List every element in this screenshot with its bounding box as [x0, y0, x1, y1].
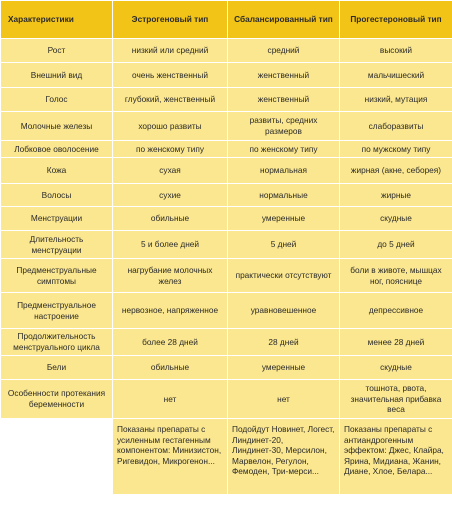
table-header-row — [1, 1, 452, 38]
estrogen-cell: сухая — [113, 158, 227, 183]
estrogen-cell: хорошо развиты — [113, 112, 227, 140]
progesterone-cell: скудные — [340, 207, 452, 230]
table-row — [1, 63, 452, 87]
balanced-cell: женственный — [228, 88, 339, 111]
balanced-cell: средний — [228, 39, 339, 62]
progesterone-cell: депрессивное — [340, 293, 452, 328]
balanced-cell: по женскому типу — [228, 141, 339, 157]
table-row — [1, 380, 452, 418]
header-balanced-type: Сбалансированный тип — [228, 1, 339, 38]
progesterone-cell: до 5 дней — [340, 231, 452, 258]
balanced-cell: женственный — [228, 63, 339, 87]
balanced-cell: 5 дней — [228, 231, 339, 258]
estrogen-cell: глубокий, женственный — [113, 88, 227, 111]
table-row — [1, 329, 452, 355]
table-row — [1, 293, 452, 328]
estrogen-recommendation: Показаны препараты с усиленным гестагенным компонентом: Минизистон, Ригевидон, Микрогенон... — [113, 419, 227, 494]
table-row — [1, 88, 452, 111]
progesterone-cell: тошнота, рвота, значительная прибавка веса — [340, 380, 452, 418]
table-row — [1, 112, 452, 140]
table-row — [1, 39, 452, 62]
estrogen-cell: нервозное, напряженное — [113, 293, 227, 328]
table-row — [1, 141, 452, 157]
table-row — [1, 207, 452, 230]
row-label: Длительность менструации — [1, 231, 112, 258]
row-label: Предменструальные симптомы — [1, 259, 112, 292]
balanced-cell: нормальная — [228, 158, 339, 183]
estrogen-cell: сухие — [113, 184, 227, 206]
estrogen-cell: по женскому типу — [113, 141, 227, 157]
balanced-cell: нет — [228, 380, 339, 418]
progesterone-cell: жирная (акне, себорея) — [340, 158, 452, 183]
progesterone-cell: по мужскому типу — [340, 141, 452, 157]
row-label: Предменструальное настроение — [1, 293, 112, 328]
progesterone-cell: высокий — [340, 39, 452, 62]
balanced-cell: уравновешенное — [228, 293, 339, 328]
progesterone-cell: мальчишеский — [340, 63, 452, 87]
estrogen-cell: более 28 дней — [113, 329, 227, 355]
row-label: Молочные железы — [1, 112, 112, 140]
table-row — [1, 231, 452, 258]
table-row — [1, 356, 452, 379]
row-label: Кожа — [1, 158, 112, 183]
row-label: Продолжительность менструального цикла — [1, 329, 112, 355]
balanced-recommendation: Подойдут Новинет, Логест, Линдинет-20, Линдинет-30, Мерсилон, Марвелон, Регулон, Фемоден, Три-мерси... — [228, 419, 339, 494]
balanced-cell: умеренные — [228, 356, 339, 379]
balanced-cell: практически отсутствуют — [228, 259, 339, 292]
row-label: Волосы — [1, 184, 112, 206]
table-row — [1, 259, 452, 292]
balanced-cell: 28 дней — [228, 329, 339, 355]
header-progesterone-type: Прогестероновый тип — [340, 1, 452, 38]
row-label: Голос — [1, 88, 112, 111]
balanced-cell: умеренные — [228, 207, 339, 230]
progesterone-cell: жирные — [340, 184, 452, 206]
progesterone-cell: низкий, мутация — [340, 88, 452, 111]
estrogen-cell: нагрубание молочных желез — [113, 259, 227, 292]
estrogen-cell: обильные — [113, 207, 227, 230]
estrogen-cell: очень женственный — [113, 63, 227, 87]
progesterone-cell: слаборазвиты — [340, 112, 452, 140]
balanced-cell: нормальные — [228, 184, 339, 206]
estrogen-cell: нет — [113, 380, 227, 418]
header-characteristics: Характеристики — [1, 1, 112, 38]
estrogen-cell: обильные — [113, 356, 227, 379]
row-label: Бели — [1, 356, 112, 379]
progesterone-cell: менее 28 дней — [340, 329, 452, 355]
estrogen-cell: низкий или средний — [113, 39, 227, 62]
row-label: Лобковое оволосение — [1, 141, 112, 157]
empty-cell — [1, 419, 112, 494]
row-label: Рост — [1, 39, 112, 62]
progesterone-recommendation: Показаны препараты с антиандрогенным эффектом: Джес, Клайра, Ярина, Мидиана, Жанин, Диане, Хлое, Белара... — [340, 419, 452, 494]
row-label: Менструации — [1, 207, 112, 230]
progesterone-cell: боли в животе, мышцах ног, пояснице — [340, 259, 452, 292]
recommendations-row — [1, 419, 452, 494]
row-label: Внешний вид — [1, 63, 112, 87]
row-label: Особенности протекания беременности — [1, 380, 112, 418]
balanced-cell: развиты, средних размеров — [228, 112, 339, 140]
table-row — [1, 158, 452, 183]
table-row — [1, 184, 452, 206]
header-estrogen-type: Эстрогеновый тип — [113, 1, 227, 38]
progesterone-cell: скудные — [340, 356, 452, 379]
estrogen-cell: 5 и более дней — [113, 231, 227, 258]
